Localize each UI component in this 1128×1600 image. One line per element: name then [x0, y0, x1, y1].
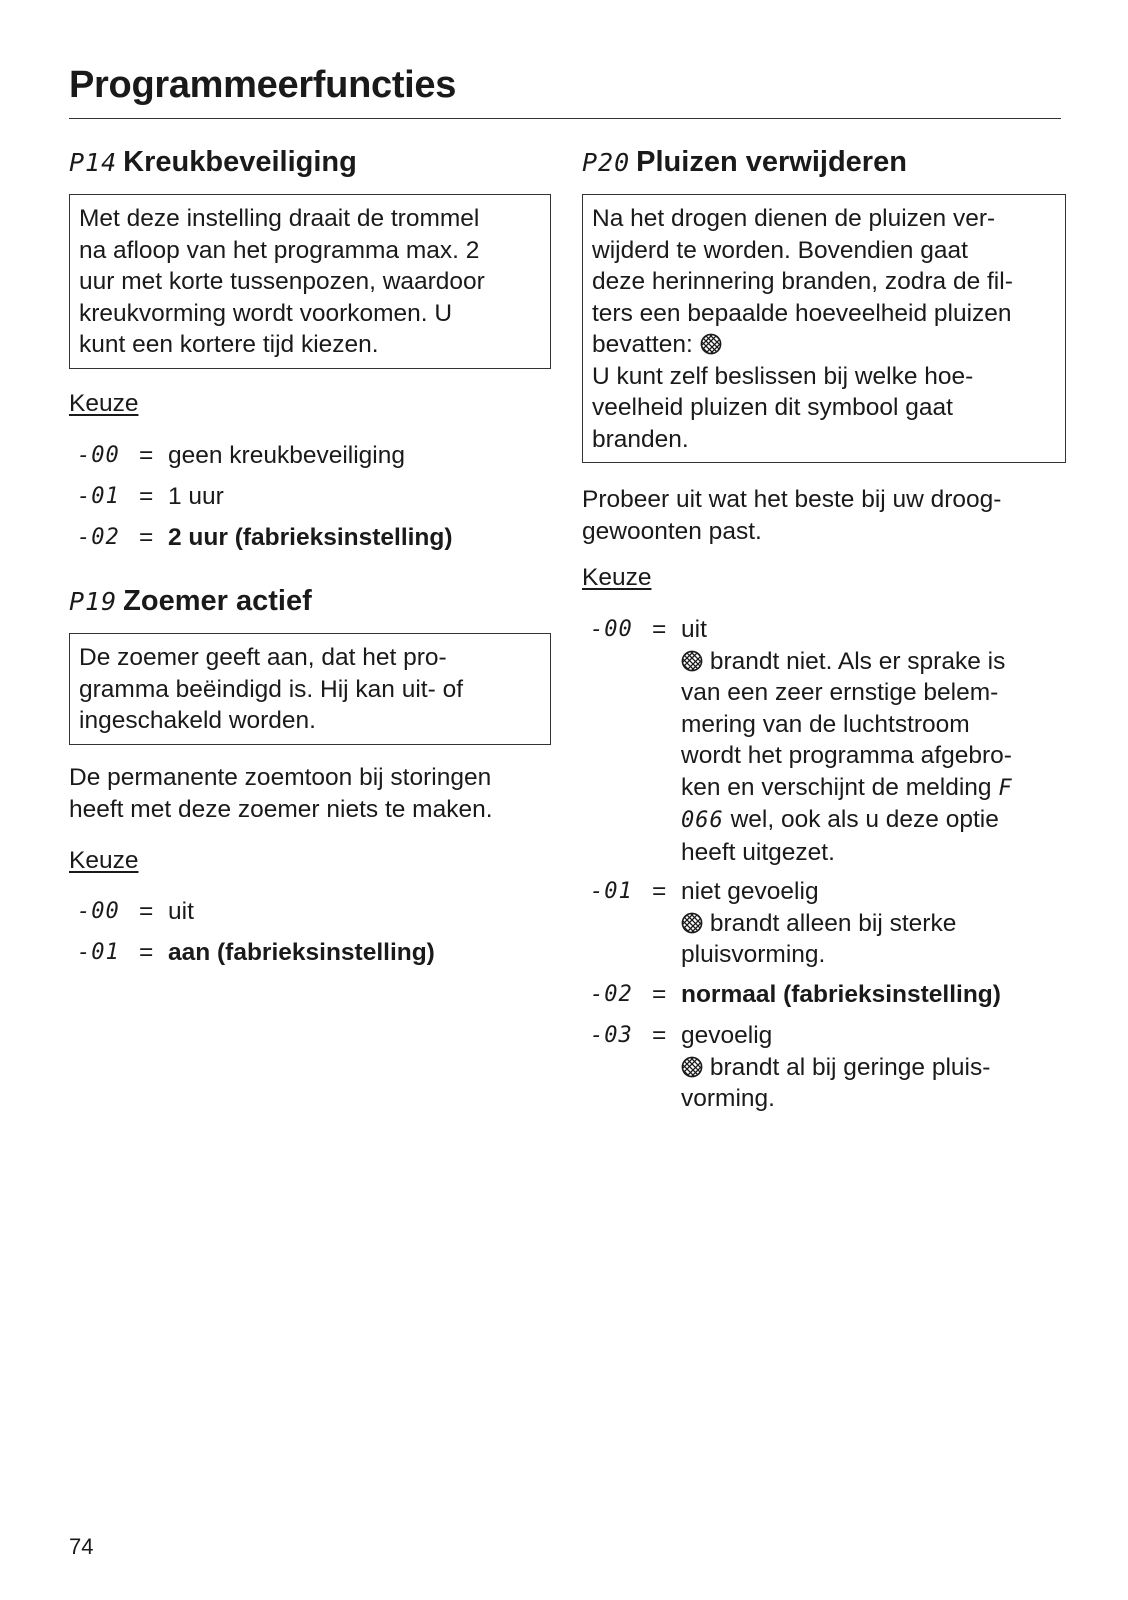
option-text: uit: [681, 616, 707, 643]
p14-box-line: kunt een kortere tijd kiezen.: [79, 331, 379, 358]
option-code: -02: [77, 525, 120, 550]
fault-code: F: [998, 775, 1013, 801]
option-text-block: [681, 1020, 990, 1115]
option-eq: =: [139, 442, 154, 469]
option-code: -03: [590, 1023, 633, 1048]
p20-box-line: veelheid pluizen dit symbool gaat: [592, 394, 953, 421]
option-text: geen kreukbeveiliging: [168, 442, 405, 469]
option-detail: wel, ook als u deze optie: [730, 806, 999, 833]
option-code: -00: [77, 443, 120, 468]
option-eq: =: [139, 898, 154, 925]
p19-box-line: ingeschakeld worden.: [79, 707, 316, 734]
p20-box-line: bevatten:: [592, 331, 693, 358]
p14-box-line: uur met korte tussenpozen, waardoor: [79, 268, 485, 295]
p20-box-line: Na het drogen dienen de pluizen ver-: [592, 205, 996, 232]
p20-code: P20: [582, 148, 631, 177]
p20-title: Pluizen verwijderen: [636, 146, 907, 178]
option-detail: heeft uitgezet.: [681, 838, 835, 866]
option-eq: =: [652, 981, 667, 1008]
p20-note-line: gewoonten past.: [582, 517, 762, 545]
p20-note-line: Probeer uit wat het beste bij uw droog-: [582, 486, 1002, 513]
p20-info-box: [582, 194, 1066, 463]
option-detail: brandt alleen bij sterke: [709, 909, 957, 937]
page-title: Programmeerfuncties: [69, 64, 457, 106]
p19-box-line: De zoemer geeft aan, dat het pro-: [79, 644, 447, 671]
p19-info-box: [69, 633, 551, 745]
option-detail: brandt niet. Als er sprake is: [709, 647, 1006, 675]
p19-heading: [69, 585, 312, 618]
option-eq: =: [139, 483, 154, 510]
option-detail: van een zeer ernstige belem-: [681, 679, 999, 706]
option-detail-with-code: [681, 804, 1013, 837]
option-detail: vorming.: [681, 1085, 775, 1112]
option-text-block: [681, 614, 1013, 868]
lint-filter-icon: [681, 1056, 703, 1078]
option-eq: =: [652, 878, 667, 905]
option-detail-with-icon: [681, 1052, 990, 1084]
option-text: niet gevoelig: [681, 878, 819, 905]
p19-code: P19: [69, 587, 118, 616]
option-eq: =: [139, 524, 154, 551]
option-text: 1 uur: [168, 483, 224, 510]
option-code: -01: [590, 879, 633, 904]
p20-box-line: wijderd te worden. Bovendien gaat: [592, 236, 968, 264]
p14-code: P14: [69, 148, 118, 177]
title-divider: [69, 118, 1061, 119]
p19-note-line: heeft met deze zoemer niets te maken.: [69, 795, 493, 823]
option-detail: wordt het programma afgebro-: [681, 742, 1012, 769]
lint-filter-icon: [700, 333, 722, 355]
option-eq: =: [652, 1022, 667, 1049]
option-detail: ken en verschijnt de melding: [681, 773, 992, 801]
p19-keuze-label: Keuze: [69, 847, 139, 874]
p14-box-line: Met deze instelling draait de trommel: [79, 205, 480, 232]
option-text: aan (fabrieksinstelling): [168, 939, 435, 966]
option-code: -00: [77, 899, 120, 924]
option-code: -01: [77, 940, 120, 965]
option-eq: =: [139, 939, 154, 966]
option-text: normaal (fabrieksinstelling): [681, 981, 1001, 1008]
p20-box-line-with-icon: [592, 329, 1056, 361]
p19-title: Zoemer actief: [123, 585, 312, 617]
option-text: gevoelig: [681, 1022, 773, 1049]
p20-heading: [582, 146, 907, 179]
p14-box-line: kreukvorming wordt voorkomen. U: [79, 299, 453, 327]
page-number: 74: [69, 1534, 94, 1559]
p20-box-line: branden.: [592, 425, 689, 453]
option-detail-with-code: [681, 772, 1013, 805]
fault-code: 066: [681, 808, 724, 833]
lint-filter-icon: [681, 912, 703, 934]
option-code: -02: [590, 982, 633, 1007]
p14-info-box: [69, 194, 551, 369]
option-text-block: [681, 876, 956, 971]
p14-heading: [69, 146, 357, 179]
option-text: uit: [168, 898, 194, 925]
p14-title: Kreukbeveiliging: [123, 146, 357, 178]
p20-note: [582, 484, 1001, 547]
p20-keuze-label: Keuze: [582, 564, 652, 591]
option-detail: brandt al bij geringe pluis-: [709, 1053, 991, 1081]
p19-note-line: De permanente zoemtoon bij storingen: [69, 764, 492, 791]
p14-box-line: na afloop van het programma max. 2: [79, 236, 480, 264]
option-detail-with-icon: [681, 908, 956, 940]
lint-filter-icon: [681, 650, 703, 672]
p20-box-line: ters een bepaalde hoeveelheid pluizen: [592, 299, 1012, 327]
option-code: -00: [590, 617, 633, 642]
p14-keuze-label: Keuze: [69, 390, 139, 417]
option-code: -01: [77, 484, 120, 509]
p20-box-line: U kunt zelf beslissen bij welke hoe-: [592, 362, 974, 390]
option-detail: pluisvorming.: [681, 941, 826, 968]
option-detail: mering van de luchtstroom: [681, 710, 970, 738]
option-detail-with-icon: [681, 646, 1013, 678]
p19-note: [69, 762, 493, 825]
p20-box-line: deze herinnering branden, zodra de fil-: [592, 268, 1013, 295]
p19-box-line: gramma beëindigd is. Hij kan uit- of: [79, 675, 464, 703]
option-text: 2 uur (fabrieksinstelling): [168, 524, 453, 551]
option-eq: =: [652, 616, 667, 643]
